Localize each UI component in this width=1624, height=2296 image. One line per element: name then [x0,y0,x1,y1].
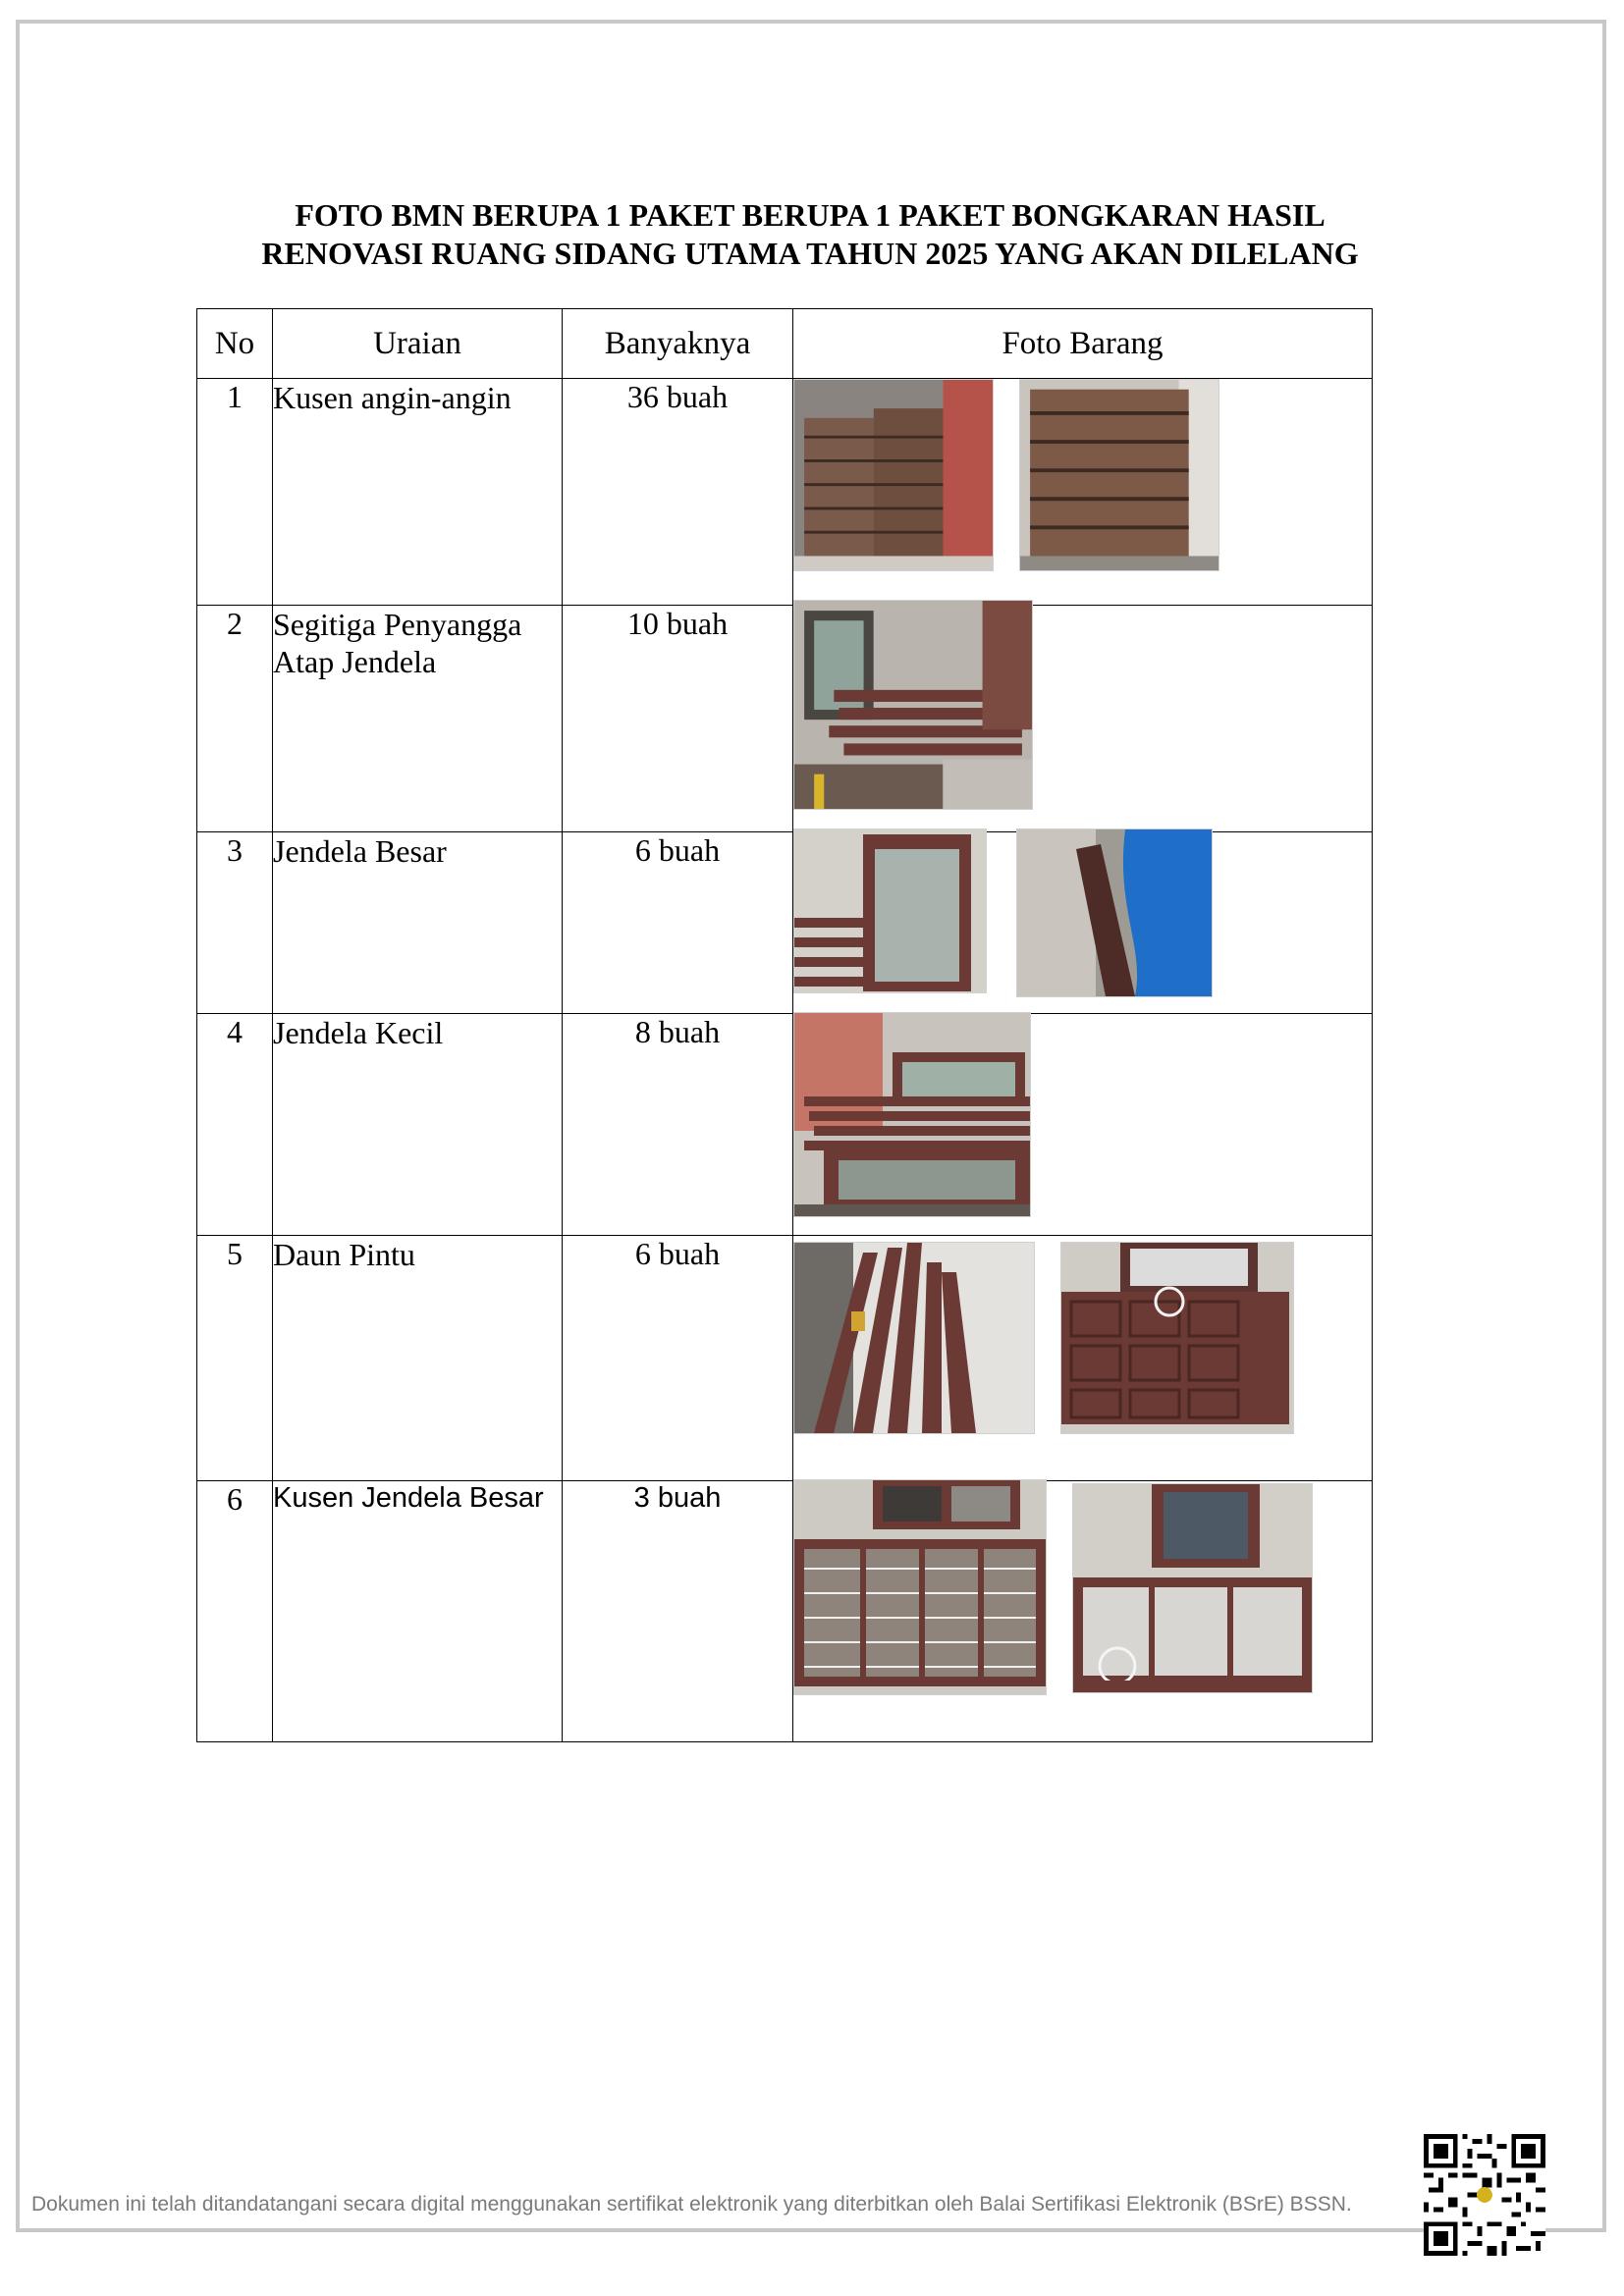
window-frame-photo [793,828,987,993]
stacked-wooden-beams-photo [793,600,1033,810]
table-row [197,832,1373,1014]
row-banyaknya: 6 buah [563,832,793,1014]
header-banyaknya: Banyaknya [563,309,793,379]
row-photos [793,379,1373,606]
row-photos [793,1481,1373,1742]
row-no: 2 [197,606,273,832]
table-row [197,1014,1373,1236]
document-title [196,196,1424,273]
header-no: No [197,309,273,379]
row-uraian: Daun Pintu [273,1236,563,1481]
wood-and-tarp-photo [1016,828,1213,997]
row-uraian: Kusen angin-angin [273,379,563,606]
row-uraian: Jendela Besar [273,832,563,1014]
digital-signature-notice: Dokumen ini telah ditandatangani secara digital menggunakan sertifikat elektronik yang diterbitkan oleh Balai Sertifikasi Elektronik (BSrE) BSSN. [31,2193,1352,2216]
stacked-wooden-frames-photo [793,379,994,571]
door-panel-photo [1060,1242,1294,1434]
row-banyaknya: 6 buah [563,1236,793,1481]
window-grille-frame-photo [793,1479,1047,1695]
table-row [197,606,1373,832]
header-uraian: Uraian [273,309,563,379]
stacked-wooden-frames-photo [1019,379,1219,571]
table-row [197,1236,1373,1481]
row-photos [793,832,1373,1014]
row-no: 6 [197,1481,273,1742]
row-banyaknya: 36 buah [563,379,793,606]
header-foto-barang: Foto Barang [793,309,1373,379]
row-banyaknya: 10 buah [563,606,793,832]
row-banyaknya: 8 buah [563,1014,793,1236]
window-grille-frame-photo [1072,1483,1313,1693]
table-row [197,379,1373,606]
table-header-row [197,309,1373,379]
row-uraian: Jendela Kecil [273,1014,563,1236]
leaning-door-planks-photo [793,1242,1035,1434]
row-uraian: Segitiga Penyangga Atap Jendela [273,606,563,832]
row-no: 5 [197,1236,273,1481]
row-banyaknya: 3 buah [563,1481,793,1742]
row-photos [793,1236,1373,1481]
items-table [196,308,1373,1742]
row-photos [793,606,1373,832]
row-photos [793,1014,1373,1236]
row-no: 4 [197,1014,273,1236]
qr-code-icon [1424,2134,1545,2256]
row-uraian: Kusen Jendela Besar [273,1481,563,1742]
table-row [197,1481,1373,1742]
stacked-windows-photo [793,1012,1031,1217]
title-line-2: RENOVASI RUANG SIDANG UTAMA TAHUN 2025 YANG AKAN DILELANG [261,236,1359,271]
row-no: 3 [197,832,273,1014]
title-line-1: FOTO BMN BERUPA 1 PAKET BERUPA 1 PAKET BONGKARAN HASIL [295,197,1326,233]
row-no: 1 [197,379,273,606]
